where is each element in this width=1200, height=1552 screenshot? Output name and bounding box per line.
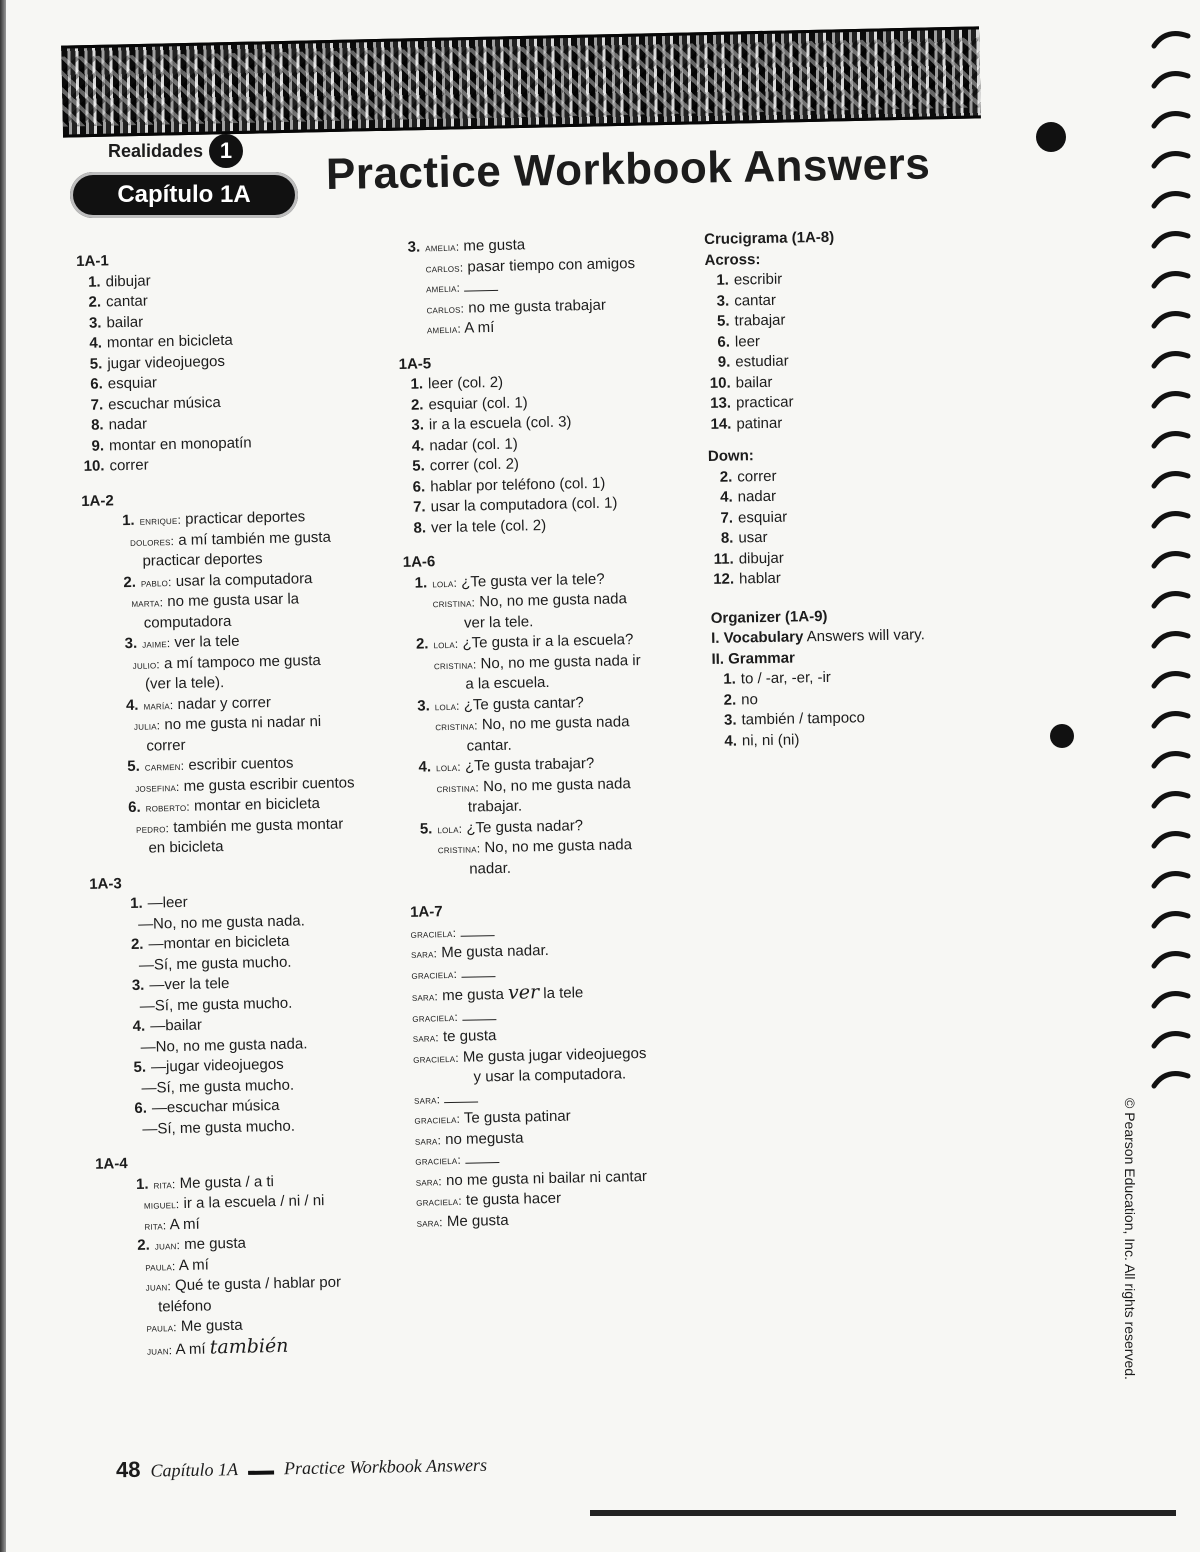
item-text: jugar videojuegos [107,352,226,372]
binder-hole [1050,724,1074,748]
item-number: 1. [129,894,143,913]
list-item: carlos: no me gusta trabajar [426,296,607,316]
continuation-line: y usar la computadora. [473,1065,627,1086]
footer-chapter: Capítulo 1A [150,1459,239,1481]
dialogue-text: ¿Te gusta ir a la escuela? [462,631,634,652]
grammar-label: II. Grammar [711,648,795,668]
spiral-coil [1154,474,1188,486]
continuation-line: (ver la tele). [144,673,225,693]
item-number: 2. [88,293,102,311]
item-text: esquiar [737,508,788,526]
speaker: lola: [433,636,459,652]
column-1 [76,246,399,1362]
item-number: 2. [415,635,429,653]
continuation-line: trabajar. [467,797,523,816]
list-item: carlos: pasar tiempo con amigos [425,254,636,276]
item-text: cantar [105,292,148,311]
item-number: 7. [90,395,104,414]
handwritten-note: ver [507,981,540,1004]
chapter-badge: Capítulo 1A [70,172,298,218]
spiral-coil [1154,34,1188,46]
speaker: sara: [410,946,438,961]
list-item [707,409,1007,435]
item-text: ir a la escuela (col. 3) [428,413,572,434]
item-number: 2. [130,935,144,953]
dialogue-text: ¿Te gusta trabajar? [464,754,595,775]
speaker: sara: [415,1173,443,1189]
section-title: 1A-7 [409,903,443,921]
list-item: paula: Me gusta [146,1316,243,1336]
section-1a-2 [81,485,389,860]
answer-line: —No, no me gusta nada. [137,911,305,933]
copyright-notice: © Pearson Education, Inc. All rights reserved. [1122,1098,1138,1380]
item-number: 1. [87,272,101,291]
section-1a-4 [95,1149,399,1362]
column-3 [704,225,1013,752]
spiral-coil [1154,834,1188,846]
list-item: juan: Qué te gusta / hablar por [145,1273,342,1295]
spiral-coil [1154,554,1188,566]
item-text: —montar en bicicleta [148,932,290,953]
item-number: 4. [418,758,432,776]
item-number: 3. [411,416,425,434]
list-item: amelia: A mí [426,318,495,337]
speaker: pablo: [140,574,172,590]
section-title: 1A-4 [94,1155,128,1173]
spiral-coil [1154,714,1188,726]
item-number: 3. [131,976,145,994]
item-text: escribir [733,270,783,289]
speaker: julia: [133,718,161,733]
list-item: 2. juan: me gusta [137,1234,247,1254]
item-text: esquiar (col. 1) [428,393,528,413]
answer-line: —Sí, me gusta mucho. [142,1117,296,1138]
section-title: 1A-2 [81,491,114,510]
dialogue-text: la tele [543,984,584,1003]
item-number: 1. [723,670,736,688]
dialogue-text: te gusta [442,1027,497,1046]
series-number-badge: 1 [209,134,243,168]
speaker: maría: [143,697,174,713]
dialogue-text: Me gusta [446,1211,509,1230]
spiral-coil [1154,234,1188,246]
list-item [713,726,1013,752]
footer-divider [248,1470,274,1474]
list-item: rita: A mí [144,1215,200,1233]
item-text: no [741,690,759,708]
item-text: cantar [734,291,777,309]
spiral-coil [1154,114,1188,126]
spiral-binding [1148,10,1196,1110]
item-text: nadar [737,487,777,506]
dialogue-text: no me gusta ni nadar ni [164,712,322,734]
item-text: dibujar [738,549,784,567]
item-text: —jugar videojuegos [150,1055,284,1076]
spiral-coil [1154,874,1188,886]
dialogue-text: también me gusta montar [173,815,344,836]
item-text: —escuchar música [151,1096,280,1117]
item-text: ver la tele (col. 2) [430,516,547,536]
speaker: cristina: [433,656,477,672]
speaker: lola: [432,575,458,590]
section-title: 1A-6 [402,553,436,571]
series-name: Realidades [108,140,204,161]
dialogue-text: ver la tele [174,632,240,652]
list-item: paula: A mí [145,1255,209,1274]
continuation-line: ver la tele. [463,612,534,632]
dialogue-text: Te gusta patinar [463,1107,571,1127]
speaker: cristina: [437,841,481,857]
speaker: lola: [437,821,463,836]
vocabulary-row: I. Vocabulary Answers will vary. [710,626,925,647]
answer-blank [462,1009,496,1021]
dialogue-line [142,632,240,655]
dialogue-text: ¿Te gusta cantar? [463,693,584,714]
speaker: josefina: [135,779,180,795]
speaker: graciela: [411,966,458,982]
list-item: amelia: [397,273,697,300]
spiral-coil [1154,314,1188,326]
item-text: leer [734,332,761,350]
item-text: nadar [108,415,148,434]
spiral-coil [1154,754,1188,766]
item-number: 11. [713,550,734,568]
section-title: 1A-5 [398,354,432,373]
speaker: graciela: [410,925,457,941]
dialogue-line [436,754,595,778]
series-label [108,134,243,168]
item-text: bailar [106,313,144,331]
section-title: 1A-1 [76,252,109,270]
item-number: 3. [723,711,737,729]
item-number: 4. [411,436,425,455]
item-text: montar en bicicleta [106,331,233,352]
page-footer [116,1451,487,1483]
section-1a-7 [410,897,717,1233]
binder-hole [1036,122,1066,152]
item-number: 4. [724,732,738,750]
page-title: Practice Workbook Answers [325,139,931,199]
spiral-coil [1154,914,1188,926]
item-number: 6. [717,333,731,351]
item-number: 5. [89,354,103,373]
item-number: 6. [127,798,141,817]
dialogue-text: No, no me gusta nada [479,590,628,611]
item-text: correr [737,467,777,485]
section-title: Organizer (1A-9) [710,607,828,627]
item-number: 3. [716,292,730,310]
dialogue-text: a mí tampoco me gusta [163,651,321,672]
item-number: 2. [719,468,733,486]
item-number: 5. [419,819,433,838]
item-number: 6. [90,375,103,393]
speaker: sara: [411,989,439,1004]
spiral-coil [1154,154,1188,166]
dialogue-text: ¿Te gusta nadar? [466,816,584,837]
speaker: sara: [412,1030,440,1045]
dialogue-text: No, no me gusta nada [481,713,630,734]
answer-line: —Sí, me gusta mucho. [139,994,293,1015]
dialogue-text: me gusta escribir cuentos [183,773,355,795]
list-item: 1. rita: Me gusta / a ti [135,1172,275,1193]
answer-line: —No, no me gusta nada. [140,1034,308,1056]
list-item: 3. amelia: me gusta [407,236,526,256]
item-text: dibujar [105,271,151,290]
section-1a-6 [403,547,710,881]
continuation-line: correr [146,736,186,755]
dialogue-text: nadar y correr [177,693,272,713]
item-number: 7. [720,509,734,527]
section-1a-1 [76,246,381,478]
spiral-coil [1154,634,1188,646]
item-text: esquiar [107,374,158,393]
section-1a-4-continued [396,232,698,341]
dialogue-text: montar en bicicleta [193,795,321,815]
item-number: 8. [90,416,104,434]
dialogue-text: escribir cuentos [188,754,294,774]
spiral-coil [1154,954,1188,966]
dialogue-text: me gusta [441,985,505,1005]
dialogue-text: no me gusta usar la [167,590,300,611]
dialogue-text: practicar deportes [185,508,306,528]
dialogue-text: No, no me gusta nada [484,836,633,857]
speaker: dolores: [129,533,175,549]
list-item: miguel: ir a la escuela / ni / ni [143,1192,325,1212]
speaker: julio: [132,656,161,672]
dialogue-text: no megusta [445,1129,524,1148]
item-number: 5. [716,312,730,330]
dialogue-text: usar la computadora [175,569,313,590]
speaker: sara: [416,1214,443,1230]
item-number: 8. [413,518,427,537]
item-number: 7. [412,498,426,516]
item-number: 4. [89,334,103,352]
item-number: 6. [134,1099,148,1117]
dialogue-line [145,754,294,778]
item-number: 14. [710,415,732,433]
speaker: cristina: [435,718,478,734]
spiral-coil [1154,1074,1188,1086]
item-number: 12. [713,570,735,588]
item-text: —leer [147,893,188,912]
spiral-coil [1154,514,1188,526]
dialogue-text: No, no me gusta nada [482,774,631,795]
page-number: 48 [115,1456,141,1483]
item-number: 3. [417,696,430,715]
speaker: lola: [435,759,462,775]
item-number: 2. [123,573,137,591]
item-number: 2. [723,691,737,709]
speaker: cristina: [436,779,480,795]
across-label: Across: [704,250,761,269]
item-number: 8. [720,529,734,547]
handwritten-note: también [209,1334,289,1358]
section-1a-8 [704,225,1010,591]
dialogue-text: No, no me gusta nada ir [480,651,641,672]
item-number: 6. [412,477,426,496]
continuation-line: en bicicleta [148,838,224,857]
decorative-banner [61,26,981,137]
answer-blank [444,1091,478,1103]
dialogue-text: Me gusta nadar. [441,941,550,962]
section-1a-3 [89,868,395,1141]
item-number: 4. [125,696,139,714]
spiral-coil [1154,434,1188,446]
answer-line: —Sí, me gusta mucho. [138,953,292,974]
spiral-coil [1154,1034,1188,1046]
item-number: 2. [410,395,424,414]
column-2 [396,232,717,1233]
item-number: 4. [720,488,733,506]
item-number: 1. [716,271,730,289]
dialogue-text: te gusta hacer [465,1189,562,1209]
item-number: 9. [91,436,105,455]
section-1a-5 [398,348,702,539]
spiral-coil [1154,794,1188,806]
item-number: 13. [710,394,732,412]
dialogue-text: a mí también me gusta [178,528,332,549]
section-title: 1A-3 [89,874,122,893]
item-text: patinar [736,414,783,432]
speaker: graciela: [415,1152,462,1168]
bottom-rule [590,1510,1176,1516]
spiral-coil [1154,394,1188,406]
speaker: cristina: [432,595,476,611]
speaker: enrique: [139,512,182,528]
continuation-line: practicar deportes [142,550,263,570]
dialogue-text: Me gusta jugar videojuegos [462,1044,647,1066]
dialogue-text: no me gusta ni bailar ni cantar [445,1167,648,1189]
item-number: 1. [410,375,424,393]
speaker: marta: [131,595,164,610]
list-item [710,565,1010,591]
speaker: pedro: [135,820,170,836]
item-number: 10. [709,374,731,392]
list-item: juan: A mí también [146,1334,289,1358]
item-text: hablar [738,569,781,588]
answer-blank [465,1152,499,1164]
speaker: jaime: [142,636,171,651]
item-text: —ver la tele [149,974,230,994]
item-number: 9. [717,353,731,371]
speaker: graciela: [414,1111,461,1127]
speaker: roberto: [145,799,191,815]
item-number: 5. [133,1058,147,1076]
continuation-line: computadora [143,612,232,632]
page-edge [0,0,6,1552]
list-item: teléfono [157,1296,212,1316]
item-text: trabajar [734,311,786,330]
spiral-coil [1154,274,1188,286]
item-text: nadar (col. 1) [429,434,518,454]
item-number: 4. [132,1017,146,1035]
item-text: to / -ar, -er, -ir [740,668,831,688]
item-text: también / tampoco [741,709,866,729]
item-text: hablar por teléfono (col. 1) [430,474,606,495]
item-text: escuchar música [108,393,221,413]
item-text: bailar [735,373,773,391]
item-text: usar la computadora (col. 1) [430,494,618,516]
spiral-coil [1154,354,1188,366]
item-text: usar [738,528,768,547]
down-label: Down: [707,447,754,465]
item-text: practicar [735,393,794,412]
item-text: ni, ni (ni) [741,730,800,749]
section-title: Crucigrama (1A-8) [704,228,835,248]
answer-line: —Sí, me gusta mucho. [141,1076,295,1097]
item-number: 1. [414,573,428,592]
item-text: leer (col. 2) [427,373,504,393]
item-number: 3. [124,634,138,653]
speaker: graciela: [416,1193,462,1209]
speaker: graciela: [413,1050,459,1066]
dialogue-text: ¿Te gusta ver la tele? [461,570,605,591]
spiral-coil [1154,674,1188,686]
item-text: montar en monopatín [108,433,252,454]
dialogue-line [139,507,305,531]
item-text: correr [109,456,149,475]
item-text: —bailar [150,1016,203,1035]
item-number: 3. [88,313,102,332]
continuation-line: nadar. [469,859,512,878]
item-number: 10. [83,457,105,475]
answer-blank [464,280,498,292]
speaker: sara: [414,1132,442,1148]
answer-blank [461,966,495,978]
speaker: sara: [413,1091,441,1107]
spiral-coil [1154,74,1188,86]
continuation-line: a la escuela. [465,673,550,693]
spiral-coil [1154,994,1188,1006]
dialogue-line [143,693,271,716]
item-number: 1. [121,511,135,530]
speaker: graciela: [412,1009,459,1025]
item-number: 5. [127,757,140,776]
answer-blank [460,925,494,937]
section-1a-9 [711,603,1013,752]
footer-title: Practice Workbook Answers [283,1454,488,1479]
item-text: correr (col. 2) [429,455,520,475]
speaker: carmen: [144,758,185,774]
item-text: estudiar [735,352,789,371]
speaker: lola: [434,698,460,713]
spiral-coil [1154,194,1188,206]
continuation-line: cantar. [466,736,512,755]
spiral-coil [1154,594,1188,606]
item-number: 5. [412,457,425,475]
